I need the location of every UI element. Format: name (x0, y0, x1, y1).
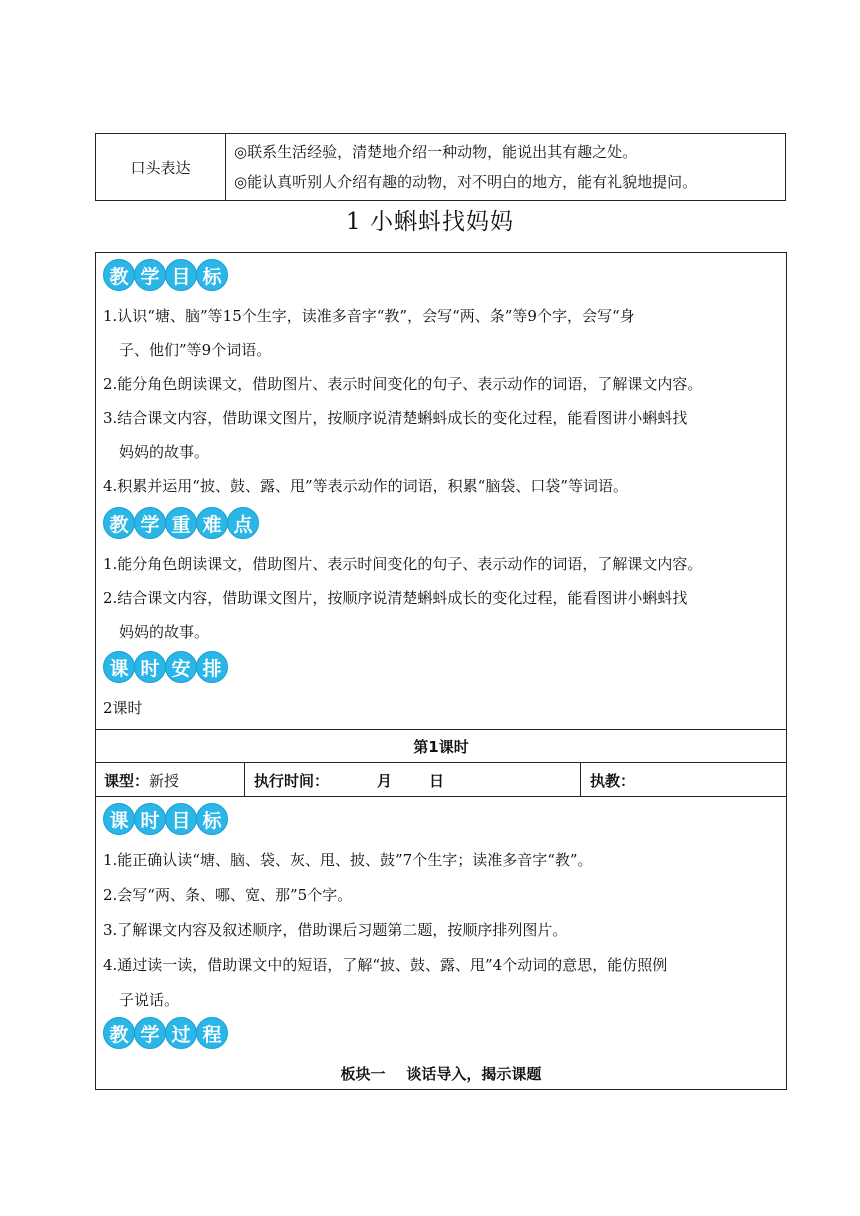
list-item: 3.了解课文内容及叙述顺序，借助课后习题第二题，按顺序排列图片。 (103, 921, 568, 939)
badge-char: 学 (134, 1017, 166, 1049)
badge-char: 学 (134, 259, 166, 291)
expression-label: 口头表达 (96, 134, 226, 200)
divider (244, 763, 245, 796)
divider (96, 729, 786, 730)
schedule-badge (96, 651, 786, 685)
exec-day: 日 (429, 772, 445, 790)
expression-table (95, 133, 786, 201)
period-info-row (96, 763, 786, 796)
list-item: 子说话。 (119, 991, 180, 1009)
list-item: 妈妈的故事。 (119, 623, 210, 641)
expression-content (226, 134, 785, 200)
badge-char: 程 (196, 1017, 228, 1049)
teaching-goals-list (96, 299, 786, 503)
teacher-label: 执教： (590, 772, 636, 790)
list-item: 妈妈的故事。 (119, 443, 210, 461)
badge-char: 学 (134, 507, 166, 539)
lesson-plan-box (95, 252, 787, 1090)
badge-char: 重 (165, 507, 197, 539)
list-item: 2.会写“两、条、哪、宽、那”5个字。 (103, 886, 353, 904)
exec-month: 月 (377, 772, 393, 790)
badge-char: 课 (103, 803, 135, 835)
badge-char: 课 (103, 651, 135, 683)
badge-char: 教 (103, 507, 135, 539)
badge-char: 安 (165, 651, 197, 683)
badge-char: 目 (165, 803, 197, 835)
list-item: 子、他们”等9个词语。 (119, 341, 272, 359)
badge-char: 教 (103, 1017, 135, 1049)
list-item: 4.积累并运用“披、鼓、露、甩”等表示动作的词语，积累“脑袋、口袋”等词语。 (103, 477, 628, 495)
lesson-title: 1 小蝌蚪找妈妈 (346, 209, 514, 235)
badge-char: 时 (134, 803, 166, 835)
lesson-type-label: 课型： (104, 772, 150, 790)
schedule-text: 2课时 (103, 699, 143, 717)
list-item: 2.结合课文内容，借助课文图片，按顺序说清楚蝌蚪成长的变化过程，能看图讲小蝌蚪找 (103, 589, 688, 607)
list-item: 3.结合课文内容，借助课文图片，按顺序说清楚蝌蚪成长的变化过程，能看图讲小蝌蚪找 (103, 409, 688, 427)
list-item: 1.能正确认读“塘、脑、袋、灰、甩、披、鼓”7个生字；读准多音字“教”。 (103, 851, 593, 869)
schedule-section (96, 651, 786, 725)
list-item: 1.认识“塘、脑”等15个生字，读准多音字“教”，会写“两、条”等9个字，会写“身 (103, 307, 635, 325)
list-item: 2.能分角色朗读课文，借助图片、表示时间变化的句子、表示动作的词语，了解课文内容。 (103, 375, 703, 393)
badge-char: 过 (165, 1017, 197, 1049)
badge-char: 标 (196, 803, 228, 835)
teaching-goals-section (96, 259, 786, 503)
teaching-goals-badge (96, 259, 786, 293)
expression-line: ◎联系生活经验，清楚地介绍一种动物，能说出其有趣之处。 (234, 143, 638, 161)
list-item: 4.通过读一读，借助课文中的短语，了解“披、鼓、露、甩”4个动词的意思，能仿照例 (103, 956, 668, 974)
badge-char: 难 (196, 507, 228, 539)
block-title: 板块一 谈话导入，揭示课题 (340, 1065, 542, 1083)
key-points-badge (96, 507, 786, 541)
exec-time-label: 执行时间： (254, 772, 330, 790)
badge-char: 教 (103, 259, 135, 291)
lesson-type (104, 770, 179, 791)
process-section (96, 1017, 786, 1051)
badge-char: 点 (227, 507, 259, 539)
badge-char: 目 (165, 259, 197, 291)
badge-char: 排 (196, 651, 228, 683)
period-goals-list (96, 843, 786, 1018)
badge-char: 标 (196, 259, 228, 291)
divider (580, 763, 581, 796)
divider (96, 796, 786, 797)
lesson-type-value: 新授 (149, 772, 180, 790)
badge-char: 时 (134, 651, 166, 683)
period-goals-section (96, 803, 786, 1018)
period-goals-badge (96, 803, 786, 837)
list-item: 1.能分角色朗读课文，借助图片、表示时间变化的句子、表示动作的词语，了解课文内容。 (103, 555, 703, 573)
key-points-section (96, 507, 786, 649)
process-badge (96, 1017, 786, 1051)
expression-line: ◎能认真听别人介绍有趣的动物，对不明白的地方，能有礼貌地提问。 (234, 173, 698, 191)
key-points-list (96, 547, 786, 649)
period-title: 第1课时 (413, 738, 469, 756)
